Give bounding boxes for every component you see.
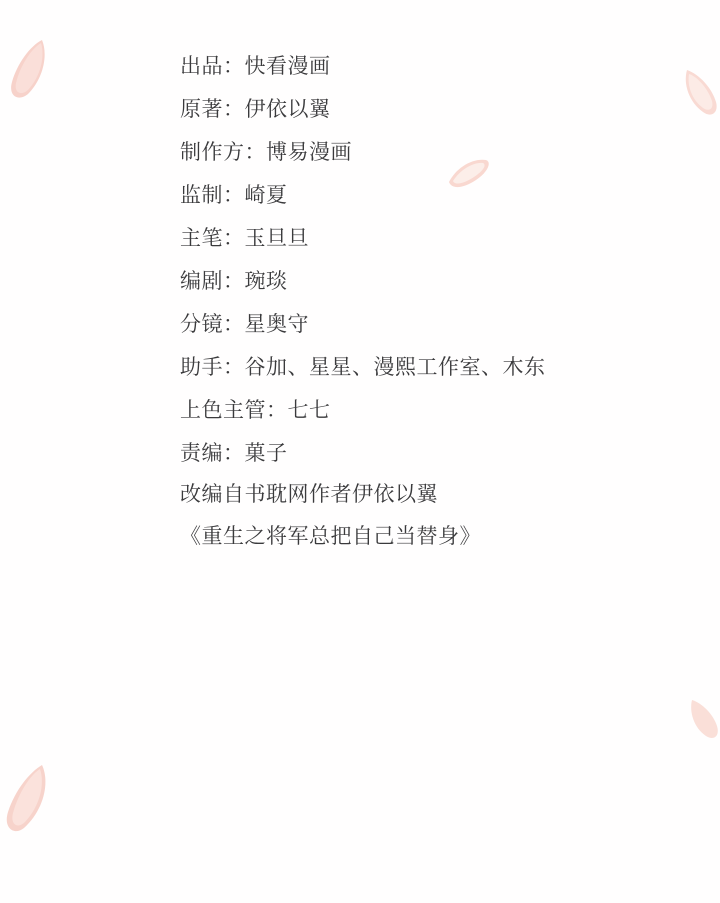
petal-icon-top-left xyxy=(8,38,54,100)
credit-line-editor: 责编：菓子 xyxy=(180,442,288,465)
credit-line-production: 制作方：博易漫画 xyxy=(180,141,352,164)
credit-line-main-artist: 主笔：玉旦旦 xyxy=(180,227,309,250)
credit-line-adapted-from: 改编自书耽网作者伊依以翼 xyxy=(180,483,438,506)
credit-line-source-title: 《重生之将军总把自己当替身》 xyxy=(180,525,481,548)
petal-icon-bottom-right xyxy=(688,698,720,742)
credits-block xyxy=(180,45,680,559)
credit-line-original-author: 原著：伊依以翼 xyxy=(180,98,331,121)
credit-line-assistants: 助手：谷加、星星、漫熙工作室、木东 xyxy=(180,356,546,379)
credit-line-screenwriter: 编剧：琬琰 xyxy=(180,270,288,293)
petal-icon-top-right xyxy=(681,68,720,118)
credit-line-producer: 出品：快看漫画 xyxy=(180,55,331,78)
credit-line-supervisor: 监制：崎夏 xyxy=(180,184,288,207)
petal-icon-bottom-left xyxy=(4,762,56,834)
credit-line-storyboard: 分镜：星奥守 xyxy=(180,313,309,336)
credit-line-color-lead: 上色主管：七七 xyxy=(180,399,331,422)
